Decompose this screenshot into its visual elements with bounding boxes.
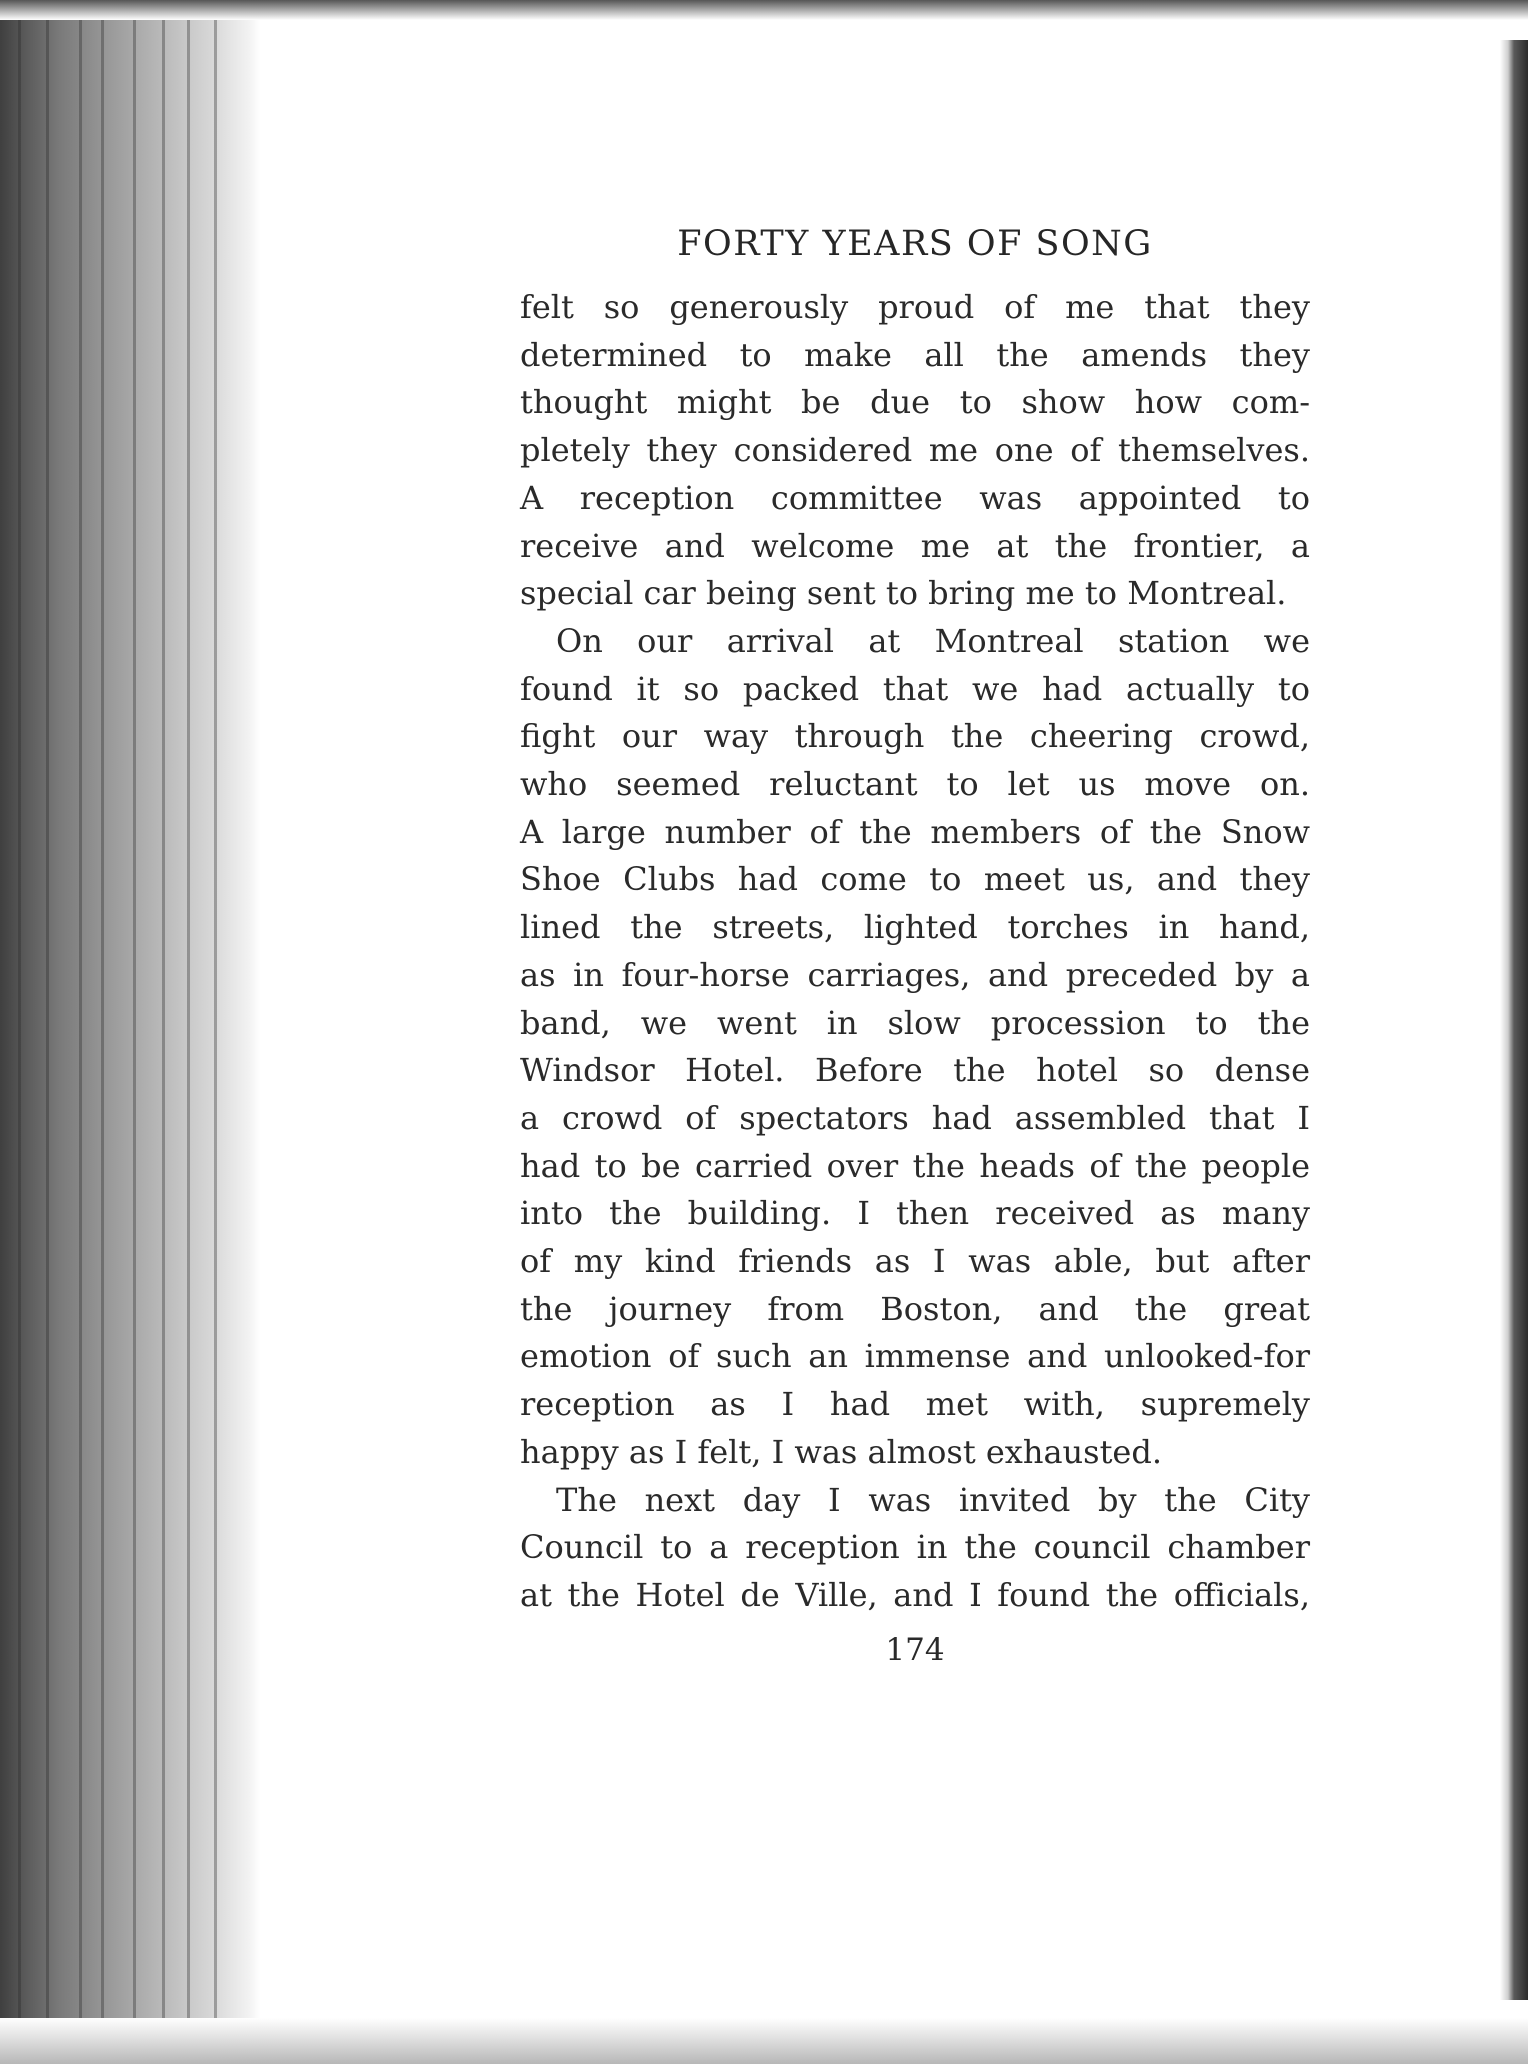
text-line: Council to a reception in the council chamber — [520, 1528, 1310, 1567]
text-line: found it so packed that we had actually to — [520, 669, 1310, 708]
running-head: FORTY YEARS OF SONG — [677, 224, 1153, 264]
text-line: The next day I was invited by the City — [556, 1480, 1310, 1519]
text-line: happy as I felt, I was almost exhausted. — [520, 1432, 1163, 1471]
bottom-page-edge — [0, 2018, 1528, 2064]
text-line: On our arrival at Montreal station we — [556, 621, 1310, 660]
text-line: Windsor Hotel. Before the hotel so dense — [520, 1051, 1310, 1090]
text-line: into the building. I then received as many — [520, 1194, 1310, 1233]
text-line: the journey from Boston, and the great — [520, 1289, 1310, 1328]
text-line: lined the streets, lighted torches in hand, — [520, 908, 1310, 947]
text-line: as in four-horse carriages, and preceded by a — [520, 955, 1310, 994]
text-line: band, we went in slow procession to the — [520, 1003, 1310, 1042]
text-line: emotion of such an immense and unlooked-for — [520, 1337, 1310, 1376]
text-line: a crowd of spectators had assembled that I — [520, 1098, 1310, 1137]
text-line: A reception committee was appointed to — [520, 478, 1310, 517]
text-line: had to be carried over the heads of the people — [520, 1146, 1310, 1185]
text-line: thought might be due to show how com- — [520, 383, 1310, 422]
right-page-edge — [1500, 40, 1528, 2000]
body-text — [520, 284, 1310, 1620]
text-line: felt so generously proud of me that they — [520, 288, 1310, 326]
text-line: Shoe Clubs had come to meet us, and they — [520, 860, 1310, 899]
text-line: A large number of the members of the Snow — [520, 812, 1310, 851]
page-number: 174 — [885, 1631, 945, 1668]
book-page-edges — [0, 0, 260, 2064]
text-line: determined to make all the amends they — [520, 335, 1310, 374]
text-line: of my kind friends as I was able, but after — [520, 1242, 1310, 1281]
text-line: at the Hotel de Ville, and I found the officials, — [520, 1575, 1310, 1614]
text-line: special car being sent to bring me to Montreal. — [520, 574, 1287, 613]
text-line: who seemed reluctant to let us move on. — [520, 765, 1310, 804]
top-page-shadow — [0, 0, 1528, 20]
text-line: fight our way through the cheering crowd, — [520, 717, 1310, 756]
book-page — [520, 220, 1310, 1672]
text-line: receive and welcome me at the frontier, a — [520, 526, 1310, 565]
text-line: pletely they considered me one of themselves. — [520, 431, 1310, 470]
text-line: reception as I had met with, supremely — [520, 1385, 1310, 1424]
